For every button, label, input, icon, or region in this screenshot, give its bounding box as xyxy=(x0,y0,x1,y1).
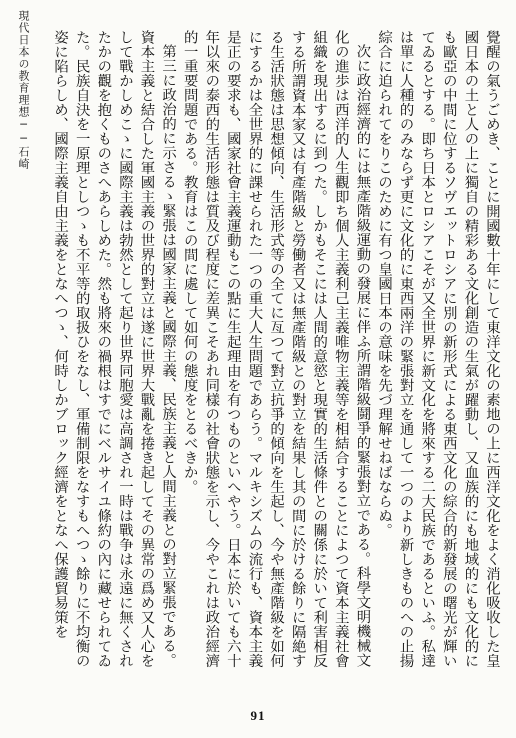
paragraph-2: 次に政治經濟的には無產階級運動の發展に伴ふ所謂階級鬪爭的緊張對立である。科學文明機械文化の進歩は西洋的人生觀即ち個人主義利己主義唯物主義等を相結合することによつて資本主義社會組織を現出するに到つた。しかもそこには人間的意慾と現實的生活條件との關係に於いて利害相反する所謂資本家又は有產階級と勞働者又は無產階級との對立を結果し其の間に於ける餘りに隔絶する生活狀態は思想傾向、生活形式等の全てに亙つて對立抗爭的傾向を生起し、今や無產階級を如何にするかは全世界的に課せられた一つの重大人生問題であらう。マルキシズムの流行も、資本主義是正の要求も、國家社會主義運動もこの點に生起理由を有つものといへやう。日本に於いても六十年以來の泰西的生活形態は質及び程度に差異こそあれ同樣の社會狀態を示し、今やこれは政治經濟的一重要問題である。教育はこの間に處して如何の態度をとるべきか。 xyxy=(181,30,371,668)
paragraph-3: 第三に政治的に示さるゝ緊張は國家主義と國際主義、民族主義と人間主義との對立緊張である。資本主義と結合した軍國主義の世界的對立は遂に世界大戰亂を捲き起してその異常の爲め又人心をして戰かしめこゝに國際主義は勃然として起り世界同胞愛は高調され一時は戰争は永遠に無くされたかの觀を抱くものさへあらしめた。然も將來の禍根はすでにベルサイユ條約の內に藏せられてゐた。民族自決を一原理としつゝも不平等的取扱ひをなし、軍備制限をなすもへつゝ餘りに不均衡の姿に陷らしめ、國際主義自由主義をとなへつゝ、何時しかブロック經濟をとなへ保護貿易策を xyxy=(52,30,177,668)
body-text xyxy=(36,30,502,680)
running-head: 現代日本の教育理想──石崎 xyxy=(17,10,30,170)
paragraph-1: 覺醒の氣うごめき、ことに開國數十年にして東洋文化の素地の上に西洋文化をよく消化吸收した皇國日本の土と人の上に獨自の精彩ある文化創造の生氣が躍動し、又血族的にも地域的にも文化的にも歐亞の中間に位するソヴエットロシアに別の新形式による東西文化の綜合的新發展の曙光が輝いてゐるとする。即ち日本とロシアこそが又全世界に新文化を將來する二大民族であるといふ。私達は單に人種的のみならず更に文化的に東西兩洋の緊張對立を通して一つのより新しきものへの止揚綜合に迫られてをりこのために有つ皇國日本の意味を先づ理解せねばならぬ。 xyxy=(376,30,500,668)
page-number: 91 xyxy=(250,708,266,723)
